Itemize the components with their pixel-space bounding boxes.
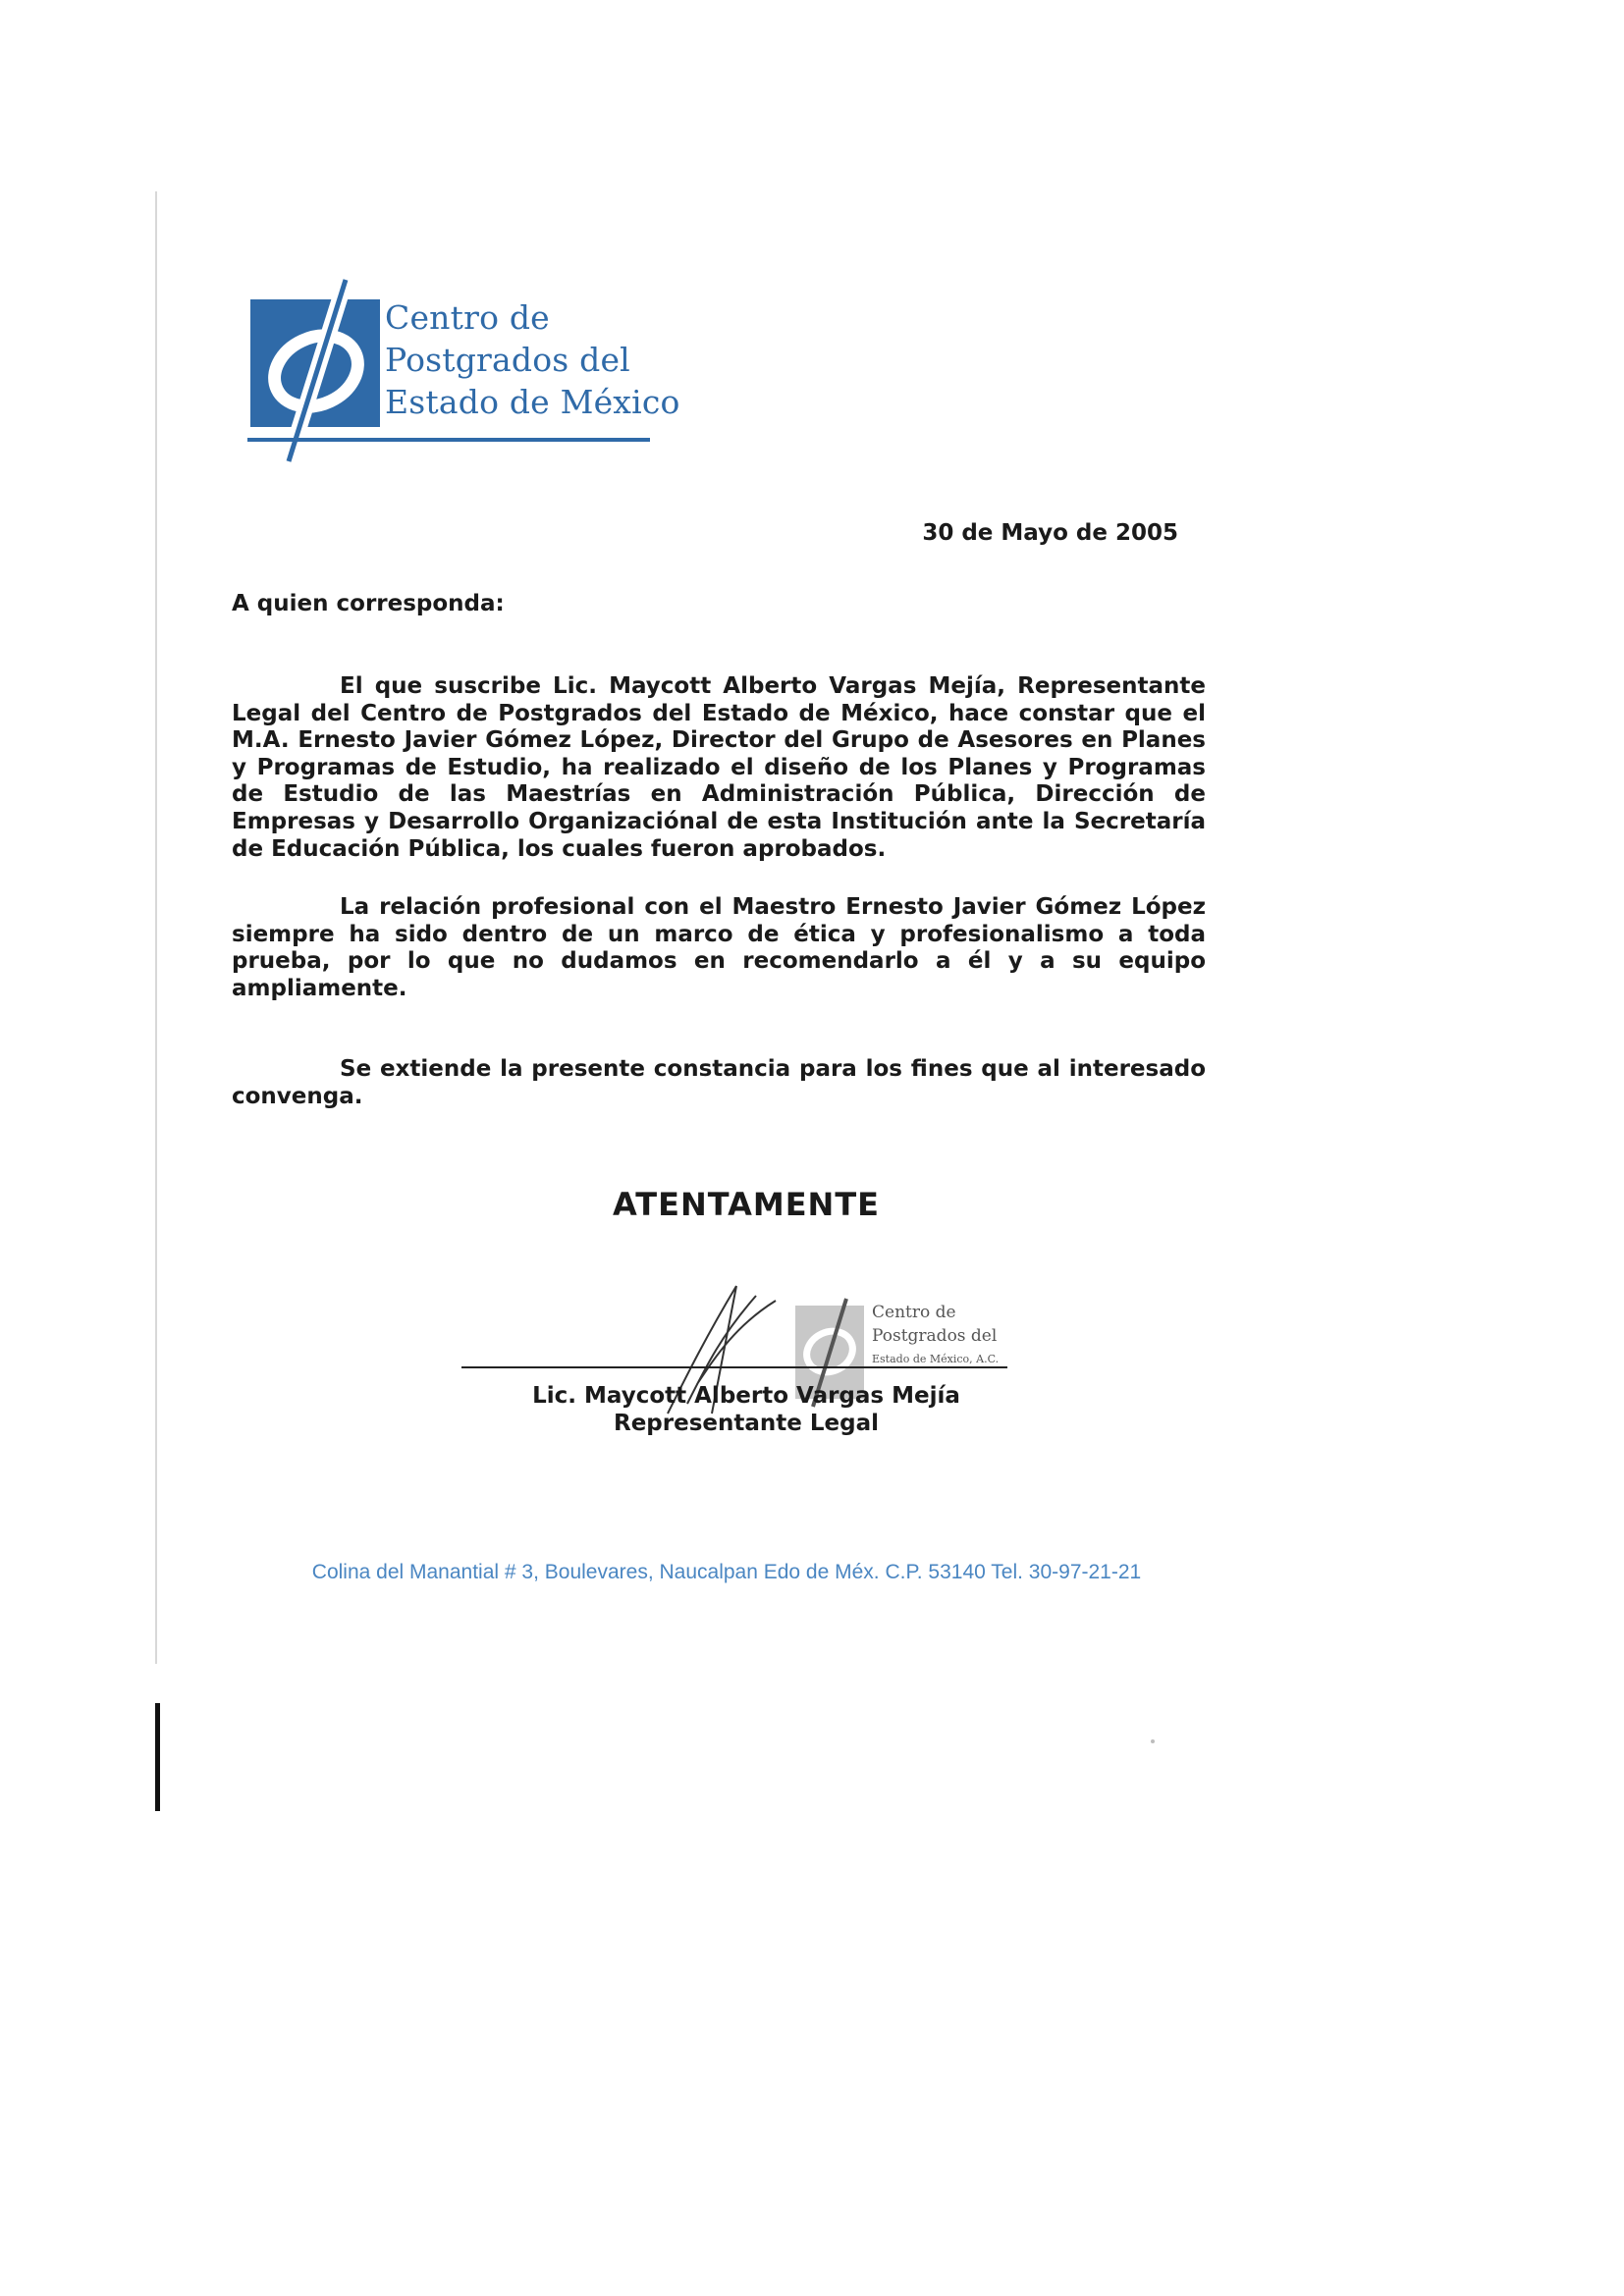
logo-line: Postgrados del	[385, 341, 630, 379]
stamp-line: Estado de México, A.C.	[872, 1353, 1000, 1365]
body-paragraph-3: Se extiende la presente constancia para los fines que al interesado convenga.	[232, 1056, 1206, 1109]
logo-line: Estado de México	[385, 383, 680, 421]
footer-address: Colina del Manantial # 3, Boulevares, Naucalpan Edo de Méx. C.P. 53140 Tel. 30-97-21-21	[311, 1561, 1142, 1583]
body-paragraph-2: La relación profesional con el Maestro Ernesto Javier Gómez López siempre ha sido dentro de un marco de ética y profesionalismo a toda prueba, por lo que no dudamos en recomendarlo a él y a su equipo ampliamente.	[232, 894, 1206, 1001]
logo-wordmark	[385, 296, 680, 423]
institution-logo	[247, 275, 680, 471]
letter-date: 30 de Mayo de 2005	[922, 520, 1178, 546]
scan-edge-bar	[155, 1703, 160, 1811]
signer-title: Representante Legal	[614, 1411, 879, 1436]
scan-speck	[1151, 1739, 1155, 1743]
scan-edge	[155, 191, 157, 1664]
body-paragraph-1: El que suscribe Lic. Maycott Alberto Vargas Mejía, Representante Legal del Centro de Postgrados del Estado de México, hace constar que el M.A. Ernesto Javier Gómez López, Director del Grupo de Asesores en Planes y Programas de Estudio, ha realizado el diseño de los Planes y Programas de Estudio de las Maestrías en Administración Pública, Dirección de Empresas y Desarrollo Organizaciónal de esta Institución ante la Secretaría de Educación Pública, los cuales fueron aprobados.	[232, 673, 1206, 862]
signature-line	[461, 1366, 1007, 1368]
stamp-text	[872, 1301, 999, 1371]
signer-block	[0, 1382, 1492, 1437]
logo-line: Centro de	[385, 298, 550, 337]
stamp-line: Centro de	[872, 1303, 956, 1322]
salutation: A quien corresponda:	[232, 591, 505, 616]
signer-name: Lic. Maycott Alberto Vargas Mejía	[532, 1383, 960, 1409]
closing: ATENTAMENTE	[612, 1186, 881, 1223]
stamp-line: Postgrados del	[872, 1326, 998, 1346]
